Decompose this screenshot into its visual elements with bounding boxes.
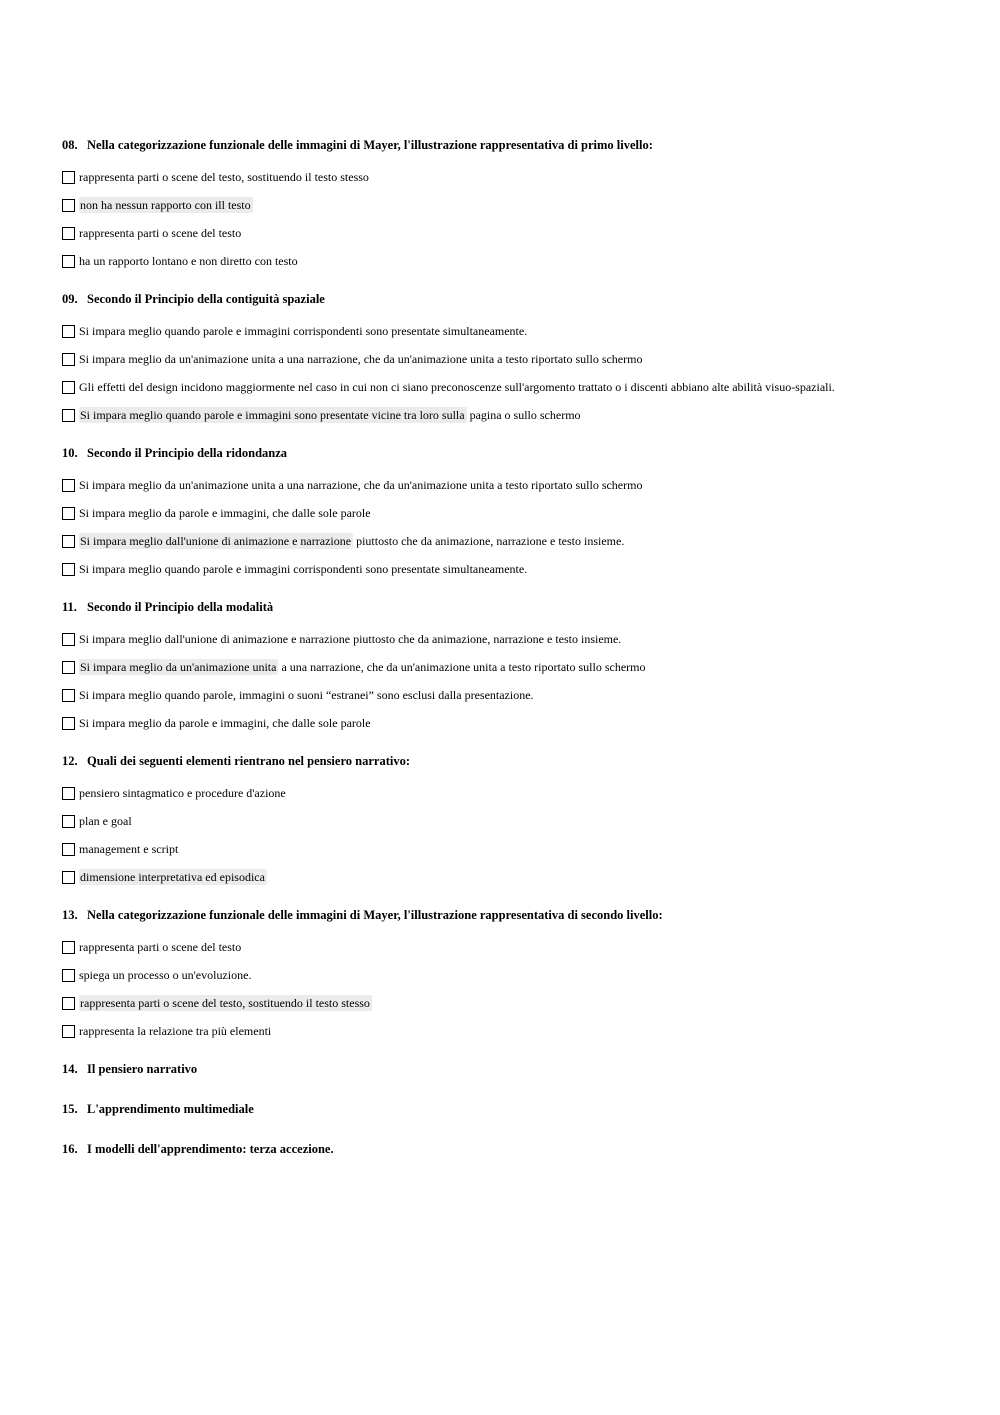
answer-checkbox[interactable] [62, 409, 75, 422]
question-text: Il pensiero narrativo [87, 1062, 198, 1076]
question-number: 13. [62, 908, 78, 922]
question-block [62, 599, 962, 737]
question-number: 10. [62, 446, 78, 460]
answer-option[interactable] [62, 807, 962, 835]
open-question-title [62, 1101, 962, 1118]
answer-text-plain: Si impara meglio quando parole, immagini o suoni “estranei” sono esclusi dalla presentazione. [79, 687, 534, 702]
answer-text-plain: rappresenta la relazione tra più elementi [79, 1023, 272, 1038]
question-block [62, 753, 962, 891]
answer-checkbox[interactable] [62, 1025, 75, 1038]
answer-text-plain: rappresenta parti o scene del testo [79, 225, 242, 240]
answer-checkbox[interactable] [62, 871, 75, 884]
answer-checkbox[interactable] [62, 507, 75, 520]
question-number: 09. [62, 292, 78, 306]
answer-option[interactable] [62, 555, 962, 583]
answer-checkbox[interactable] [62, 227, 75, 240]
answer-option[interactable] [62, 681, 962, 709]
answer-option[interactable] [62, 247, 962, 275]
answer-checkbox[interactable] [62, 843, 75, 856]
answer-text-plain: plan e goal [79, 813, 132, 828]
answer-checkbox[interactable] [62, 997, 75, 1010]
multiple-choice-questions [62, 137, 962, 1045]
question-block [62, 907, 962, 1045]
question-text: Nella categorizzazione funzionale delle immagini di Mayer, l'illustrazione rappresentativa di primo livello: [87, 138, 653, 152]
answer-option[interactable] [62, 471, 962, 499]
answer-text [79, 967, 251, 984]
answer-highlight: Si impara meglio quando parole e immagini sono presentate vicine tra loro sulla [80, 407, 465, 422]
answer-option[interactable] [62, 779, 962, 807]
answer-option[interactable] [62, 625, 962, 653]
answer-text [79, 379, 835, 396]
question-title [62, 907, 962, 924]
question-text: Secondo il Principio della contiguità spaziale [87, 292, 325, 306]
answer-text [79, 323, 527, 340]
question-number: 08. [62, 138, 78, 152]
answer-text-plain: spiega un processo o un'evoluzione. [79, 967, 252, 982]
answer-option[interactable] [62, 709, 962, 737]
answer-text-plain: Si impara meglio da parole e immagini, che dalle sole parole [79, 715, 371, 730]
answer-checkbox[interactable] [62, 661, 75, 674]
answer-highlight: non ha nessun rapporto con ill testo [80, 197, 251, 212]
answer-checkbox[interactable] [62, 941, 75, 954]
answer-text-plain: Si impara meglio dall'unione di animazione e narrazione piuttosto che da animazione, narrazione e testo insieme. [79, 631, 622, 646]
answer-checkbox[interactable] [62, 353, 75, 366]
answer-checkbox[interactable] [62, 535, 75, 548]
question-title [62, 599, 962, 616]
question-number: 15. [62, 1102, 78, 1116]
question-text: I modelli dell'apprendimento: terza accezione. [87, 1142, 334, 1156]
answer-text [79, 197, 253, 214]
answer-highlight: rappresenta parti o scene del testo, sostituendo il testo stesso [80, 995, 370, 1010]
answer-highlight: Si impara meglio da un'animazione unita [80, 659, 277, 674]
answer-text [79, 561, 527, 578]
answer-text [79, 715, 371, 732]
answer-checkbox[interactable] [62, 787, 75, 800]
answer-option[interactable] [62, 1017, 962, 1045]
answer-text [79, 813, 132, 830]
answer-text-plain: Si impara meglio da un'animazione unita a una narrazione, che da un'animazione unita a testo riportato sullo schermo [79, 477, 643, 492]
answer-text [79, 995, 372, 1012]
question-block [62, 137, 962, 275]
answer-option[interactable] [62, 499, 962, 527]
answer-text-rest: piuttosto che da animazione, narrazione e testo insieme. [353, 533, 625, 548]
answer-text-plain: rappresenta parti o scene del testo [79, 939, 242, 954]
answer-text [79, 169, 369, 186]
answer-text [79, 351, 642, 368]
answer-text-plain: rappresenta parti o scene del testo, sostituendo il testo stesso [79, 169, 369, 184]
answer-checkbox[interactable] [62, 479, 75, 492]
answer-option[interactable] [62, 317, 962, 345]
answer-text [79, 659, 645, 676]
answer-highlight: dimensione interpretativa ed episodica [80, 869, 265, 884]
answer-checkbox[interactable] [62, 969, 75, 982]
answer-text [79, 939, 241, 956]
question-text: Nella categorizzazione funzionale delle immagini di Mayer, l'illustrazione rappresentativa di secondo livello: [87, 908, 663, 922]
answer-text-plain: Si impara meglio da un'animazione unita a una narrazione, che da un'animazione unita a testo riportato sullo schermo [79, 351, 643, 366]
answer-text [79, 533, 624, 550]
answer-text [79, 225, 241, 242]
answer-option[interactable] [62, 961, 962, 989]
question-number: 16. [62, 1142, 78, 1156]
answer-text [79, 407, 581, 424]
open-question-block [62, 1061, 962, 1078]
answer-option[interactable] [62, 933, 962, 961]
answer-text-plain: ha un rapporto lontano e non diretto con testo [79, 253, 298, 268]
question-text: L'apprendimento multimediale [87, 1102, 254, 1116]
question-block [62, 291, 962, 429]
answer-checkbox[interactable] [62, 633, 75, 646]
answer-text-plain: management e script [79, 841, 179, 856]
answer-checkbox[interactable] [62, 689, 75, 702]
answer-option[interactable] [62, 163, 962, 191]
quiz-page [62, 137, 962, 1181]
answer-text-plain: Si impara meglio quando parole e immagini corrispondenti sono presentate simultaneamente. [79, 323, 528, 338]
answer-option[interactable] [62, 191, 962, 219]
question-number: 14. [62, 1062, 78, 1076]
answer-option[interactable] [62, 863, 962, 891]
answer-text-plain: Si impara meglio quando parole e immagini corrispondenti sono presentate simultaneamente. [79, 561, 528, 576]
answer-text-plain: pensiero sintagmatico e procedure d'azione [79, 785, 286, 800]
answer-checkbox[interactable] [62, 325, 75, 338]
question-block [62, 445, 962, 583]
answer-text [79, 687, 534, 704]
question-title [62, 291, 962, 308]
open-question-title [62, 1141, 962, 1158]
answer-text [79, 1023, 271, 1040]
answer-text-plain: Gli effetti del design incidono maggiormente nel caso in cui non ci siano preconoscenze sull'argomento trattato o i discenti abbiano alte abilità visuo-spaziali. [79, 379, 835, 394]
question-text: Quali dei seguenti elementi rientrano nel pensiero narrativo: [87, 754, 410, 768]
answer-text [79, 631, 621, 648]
question-number: 12. [62, 754, 78, 768]
open-question-block [62, 1141, 962, 1158]
answer-option[interactable] [62, 989, 962, 1017]
answer-option[interactable] [62, 527, 962, 555]
answer-option[interactable] [62, 401, 962, 429]
answer-text-plain: Si impara meglio da parole e immagini, che dalle sole parole [79, 505, 371, 520]
answer-option[interactable] [62, 835, 962, 863]
answer-text [79, 841, 178, 858]
question-text: Secondo il Principio della modalità [87, 600, 274, 614]
answer-checkbox[interactable] [62, 381, 75, 394]
question-title [62, 445, 962, 462]
answer-text-rest: pagina o sullo schermo [466, 407, 581, 422]
question-title [62, 753, 962, 770]
answer-checkbox[interactable] [62, 255, 75, 268]
question-number: 11. [62, 600, 77, 614]
answer-checkbox[interactable] [62, 717, 75, 730]
answer-text [79, 785, 286, 802]
answer-checkbox[interactable] [62, 171, 75, 184]
answer-checkbox[interactable] [62, 563, 75, 576]
answer-option[interactable] [62, 653, 962, 681]
open-question-block [62, 1101, 962, 1118]
answer-text [79, 477, 642, 494]
question-text: Secondo il Principio della ridondanza [87, 446, 288, 460]
open-questions [62, 1061, 962, 1158]
answer-option[interactable] [62, 345, 962, 373]
open-question-title [62, 1061, 962, 1078]
question-title [62, 137, 962, 154]
answer-checkbox[interactable] [62, 199, 75, 212]
answer-text [79, 505, 371, 522]
answer-highlight: Si impara meglio dall'unione di animazione e narrazione [80, 533, 352, 548]
answer-option[interactable] [62, 219, 962, 247]
answer-text [79, 869, 267, 886]
answer-text [79, 253, 298, 270]
answer-checkbox[interactable] [62, 815, 75, 828]
answer-option[interactable] [62, 373, 962, 401]
answer-text-rest: a una narrazione, che da un'animazione unita a testo riportato sullo schermo [278, 659, 646, 674]
